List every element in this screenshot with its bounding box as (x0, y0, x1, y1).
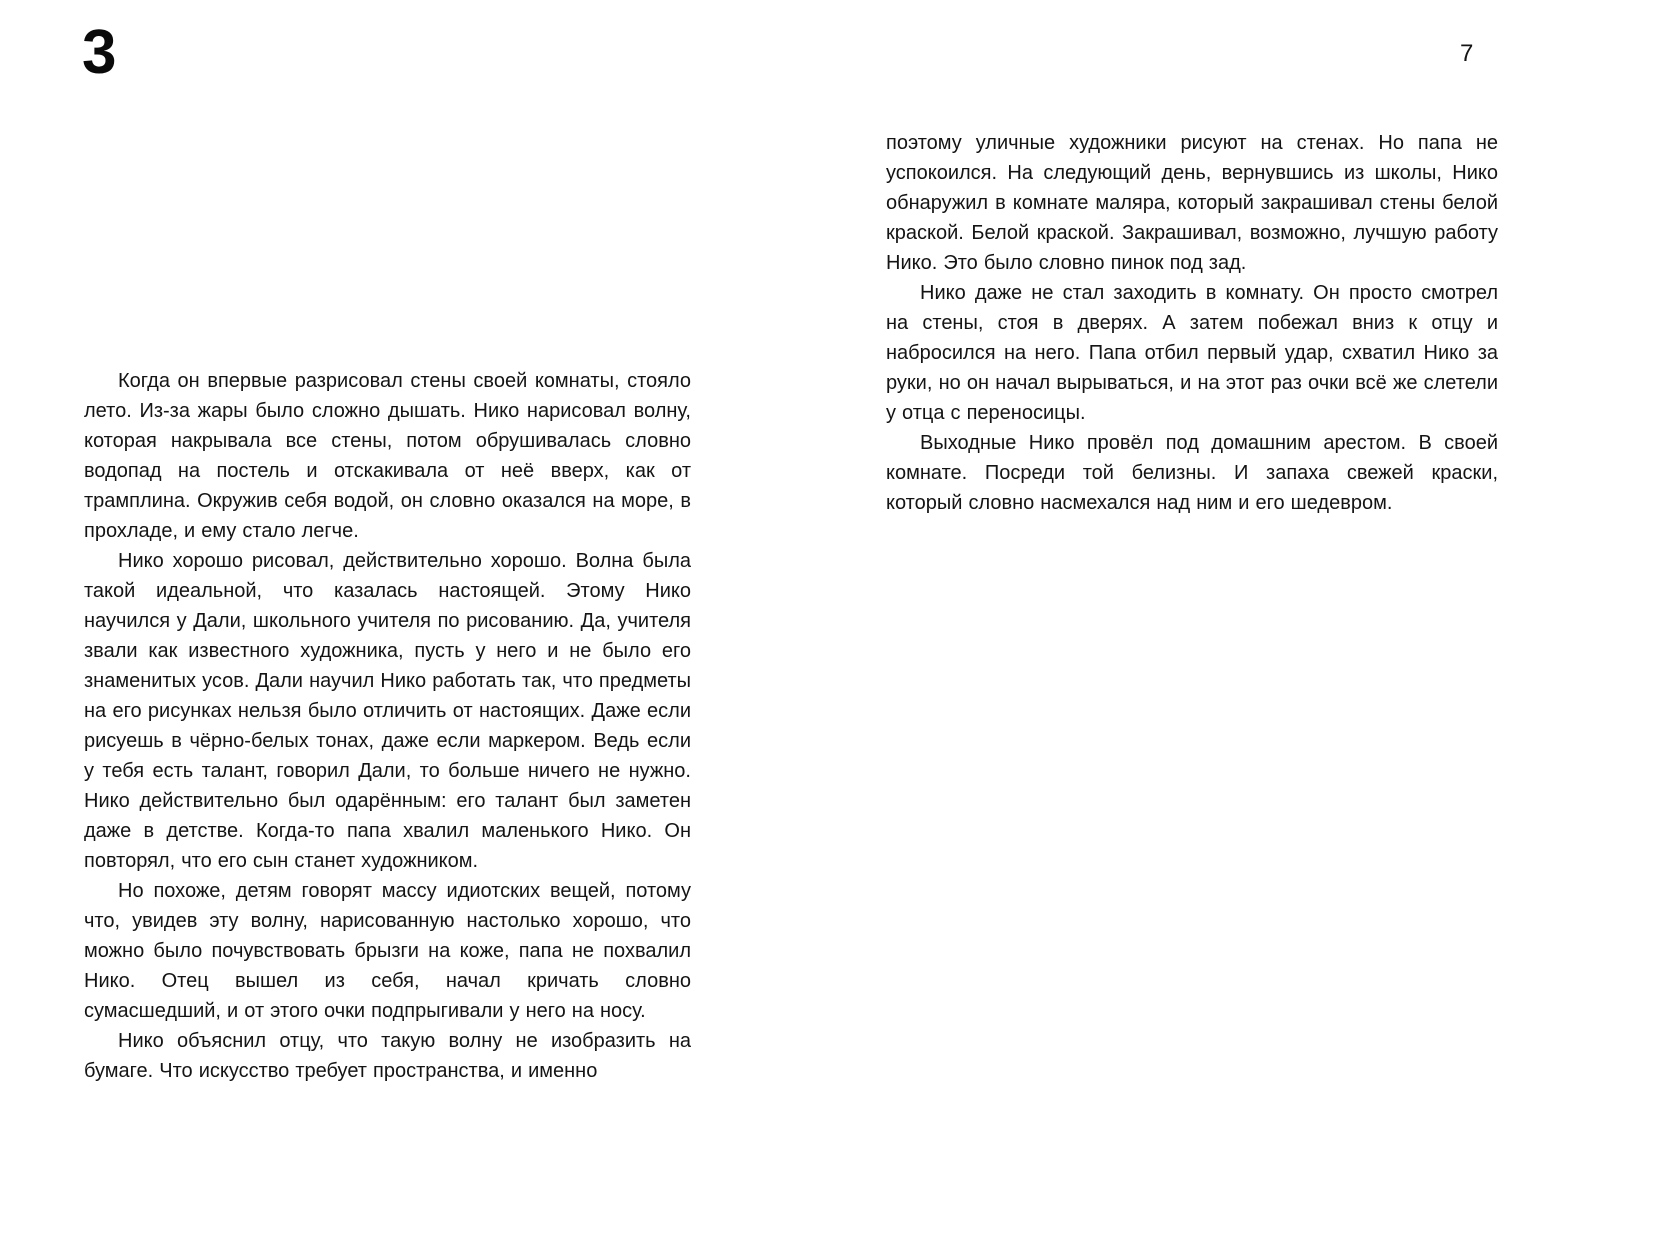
left-page-text (84, 366, 691, 1086)
paragraph: Когда он впервые разрисовал стены своей комнаты, стояло лето. Из-за жары было сложно дышать. Нико нарисовал волну, которая накрывала все стены, потом обрушивалась словно водопад на постель и отскакивала от неё вверх, как от трамплина. Окружив себя водой, он словно оказался на море, в прохладе, и ему стало легче. (84, 370, 691, 542)
paragraph: Выходные Нико провёл под домашним арестом. В своей комнате. Посреди той белизны. И запаха свежей краски, который словно насмехался над ним и его шедевром. (886, 432, 1498, 514)
paragraph: поэтому уличные художники рисуют на стенах. Но папа не успокоился. На следующий день, вернувшись из школы, Нико обнаружил в комнате маляра, который закрашивал стены белой краской. Белой краской. Закрашивал, возможно, лучшую работу Нико. Это было словно пинок под зад. (886, 132, 1498, 274)
paragraph: Нико даже не стал заходить в комнату. Он просто смотрел на стены, стоя в дверях. А затем побежал вниз к отцу и набросился на него. Папа отбил первый удар, схватил Нико за руки, но он начал вырываться, и на этот раз очки всё же слетели у отца с переносицы. (886, 282, 1498, 424)
paragraph: Нико хорошо рисовал, действительно хорошо. Волна была такой идеальной, что казалась настоящей. Этому Нико научился у Дали, школьного учителя по рисованию. Да, учителя звали как известного художника, пусть у него и не было его знаменитых усов. Дали научил Нико работать так, что предметы на его рисунках нельзя было отличить от настоящих. Даже если рисуешь в чёрно-белых тонах, даже если маркером. Ведь если у тебя есть талант, говорил Дали, то больше ничего не нужно. Нико действительно был одарённым: его талант был заметен даже в детстве. Когда-то папа хвалил маленького Нико. Он повторял, что его сын станет художником. (84, 550, 691, 872)
right-page-text (886, 128, 1498, 518)
paragraph: Но похоже, детям говорят массу идиотских вещей, потому что, увидев эту волну, нарисованную настолько хорошо, что можно было почувствовать брызги на коже, папа не похвалил Нико. Отец вышел из себя, начал кричать словно сумасшедший, и от этого очки подпрыгивали у него на носу. (84, 880, 691, 1022)
chapter-number: 3 (82, 18, 117, 87)
page-number: 7 (1460, 40, 1474, 67)
paragraph: Нико объяснил отцу, что такую волну не изобразить на бумаге. Что искусство требует пространства, и именно (84, 1030, 691, 1082)
